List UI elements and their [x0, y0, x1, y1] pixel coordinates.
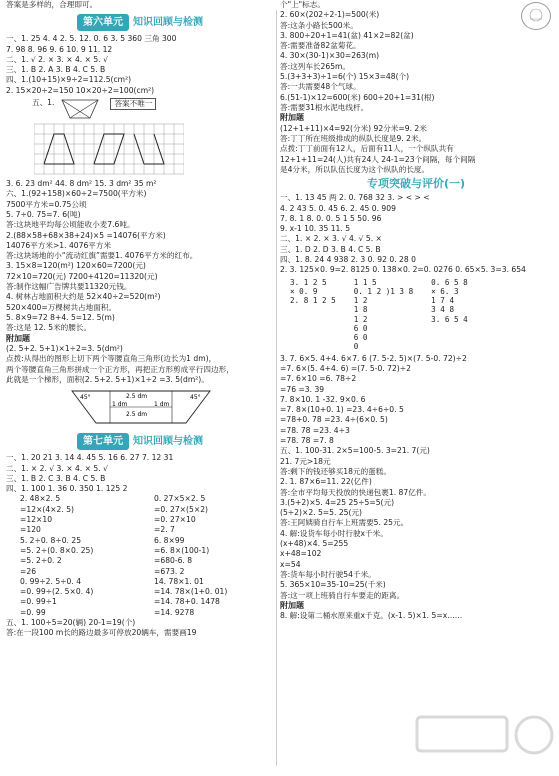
answer-line: 14076平方米>1. 4076平方米 [6, 240, 112, 250]
answer-line: 答:在一段100 m长的路边最多可停放20辆车，需要画19 [6, 628, 197, 638]
answer-line: 3. 6. 23 dm² 44. 8 dm² 15. 3 dm² 35 m² [6, 179, 157, 189]
answer-line: 三、1. B 2. A 3. B 4. C 5. B [6, 65, 106, 75]
calc-row [6, 546, 274, 556]
answer-line: (5÷2)×2. 5=5. 25(元) [280, 508, 363, 518]
answer-line: 520×400=万棵树共占地面积。 [6, 302, 117, 312]
vertical-calc-line: 1 2 [353, 296, 368, 306]
answer-line: 2. 3. 125×0. 9=2. 8125 0. 138×0. 2=0. 0276 0. 65×5. 3=3. 654 [280, 265, 526, 275]
answer-line: =78+0. 78 =23. 4÷(6×0. 5) [280, 415, 388, 425]
answer-line: 答:这一项上班骑自行车要走的距离。 [280, 590, 405, 600]
unit7-answers-c [6, 453, 274, 494]
answer-line: 7. 98 8. 96 9. 6 10. 9 11. 12 [6, 44, 113, 54]
left-column [6, 0, 274, 639]
answer-line: 点拨:从得出的图形上切下两个等腰直角三角形(边长为1 dm)， [6, 354, 217, 364]
attach-right-2: 8. 解:设第二桶水原来重x千克。(x-1. 5)×1. 5=x…… [280, 611, 463, 621]
right-answers-a [280, 0, 552, 113]
vertical-calc-line: 1 7 4 [431, 296, 455, 306]
answer-line: =76 =3. 39 [280, 384, 325, 394]
calc-row [6, 556, 274, 566]
answer-line: x+48=102 [280, 549, 322, 559]
calc-row [6, 536, 274, 546]
answer-line: 9. x-1 10. 35 11. 5 [280, 224, 351, 234]
unit7-tag: 第七单元 [77, 433, 129, 450]
answer-line: =78. 78 =23. 4÷3 [280, 425, 350, 435]
answer-line: 此就是一个梯形，面积(2. 5+2. 5+1)×1÷2 =3. 5(dm²)。 [6, 374, 209, 384]
answer-line: 一、1. 20 21 3. 14 4. 45 5. 16 6. 27 7. 12 31 [6, 453, 174, 463]
attach-title-left: 附加题 [6, 333, 30, 343]
calc-cell: =14. 9278 [154, 607, 195, 617]
answer-line: (2. 5+2. 5+1)×1÷2=3. 5(dm²) [6, 344, 123, 354]
vertical-calc [431, 278, 468, 352]
calc-cell: 14. 78×1. 01 [154, 576, 204, 586]
answer-line: 21. 7元>18元 [280, 456, 331, 466]
unit7-heading [6, 431, 274, 451]
answer-line: 答:王阿姨骑自行车上班需要5. 25元。 [280, 518, 409, 528]
answer-line: (12+1+11)×4=92(分米) 92分米=9. 2米 [280, 123, 427, 133]
vertical-calc-line: × 0. 9 [290, 286, 318, 296]
calc-cell: =0. 99÷(2. 5×0. 4) [20, 587, 94, 597]
calc-row [6, 577, 274, 587]
unit7-answers-d [6, 618, 274, 639]
vertical-calc-line: 2. 8 1 2 5 [290, 296, 336, 306]
watermark-logo [409, 705, 559, 776]
unit6-title: 知识回顾与检测 [133, 16, 203, 28]
answer-line: 2. 60×(202÷2-1)=500(米) [280, 10, 380, 20]
answer-line: 两个等腰直角三角形拼成一个正方形，再把正方形剪成平行四边形， [6, 364, 234, 374]
vertical-calc-line: 3 4 8 [431, 305, 455, 315]
calc-cell: 5. 2÷0. 8÷0. 25 [20, 535, 82, 545]
calc-cell: =2. 7 [154, 525, 175, 535]
calc-cell: =0. 27×(5×2) [154, 504, 208, 514]
calc-cell: =14. 78×(1+0. 01) [154, 587, 228, 597]
answer-line: 2.(88×58+68×38+24)×5 =14076(平方米) [6, 230, 166, 240]
trapezoid-figure [66, 385, 274, 429]
trap-right-h: 1 dm [154, 401, 170, 409]
answer-line: 3. 800÷20+1=41(盆) 41×2=82(盆) [280, 30, 414, 40]
answer-line: 二、1. √ 2. × 3. × 4. × 5. √ [6, 54, 108, 64]
intro-line: 答案是多样的，合理即可。 [6, 0, 98, 9]
calc-row [6, 597, 274, 607]
vertical-calc-line: 0 [353, 342, 359, 352]
calc-cell: =0. 27×10 [154, 515, 196, 525]
answer-line: 六、1.(92+158)×60÷2=7500(平方米) [6, 189, 147, 199]
answer-line: 5.(3+3+3)÷1=6(个) 15×3=48(个) [280, 72, 410, 82]
unit6-answers-b [6, 179, 274, 333]
grid-figure [34, 122, 274, 179]
trap-left-h: 1 dm [112, 401, 128, 409]
answer-line: 7500平方米=0.75公顷 [6, 199, 87, 209]
unit6-heading [6, 12, 274, 32]
calc-row [6, 567, 274, 577]
vertical-calc-line: 1 2 [353, 314, 368, 324]
answer-line: 答:制作这幅广告牌共要11320元钱。 [6, 282, 132, 292]
calc-cell: =12×10 [20, 515, 53, 525]
answer-line: 答:这是 12. 5米的腰长。 [6, 323, 92, 333]
column-divider [276, 10, 277, 766]
calc-cell: =14. 78+0. 1478 [154, 597, 220, 607]
right-answers-c [280, 354, 552, 601]
answer-line: 7. 8×10. 1 -32. 9×0. 6 [280, 394, 366, 404]
vertical-calc-line: 3. 6 5 4 [431, 314, 468, 324]
answer-line: 个"上"标志。 [280, 0, 325, 9]
answer-line: 7. 8. 1 8. 0. 0. 5 1 5 50. 96 [280, 213, 382, 223]
calc-cell: =0. 99÷1 [20, 597, 57, 607]
answer-line: 6.(51-1)×12=600(米) 600÷20+1=31(根) [280, 92, 435, 102]
answer-line: 4. 树林占地面积大约是 52×40÷2=520(m²) [6, 292, 161, 302]
answer-line: 12+1+11=24(人)共有24人 24-1=23个间隔，每个间隔 [280, 154, 476, 164]
calc-row [6, 515, 274, 525]
right-column [280, 0, 552, 622]
answer-line: 二、1. × 2. × 3. √ 4. √ 5. × [280, 234, 382, 244]
answer-line: 3. 15×8=120(m²) 120×60=7200(元) [6, 261, 146, 271]
calc-row [6, 587, 274, 597]
unit6-answers-a [6, 34, 274, 96]
answer-line: 三、1. B 2. C 3. B 4. C 5. B [6, 473, 106, 483]
attach-left [6, 344, 274, 385]
figure-section-five [32, 98, 274, 120]
answer-line: 一、1. 25 4. 4 2. 5. 12. 0. 6 3. 5 360 三角 300 [6, 34, 177, 44]
answer-line: 答:这列车长265m。 [280, 61, 351, 71]
calc-cell: =0. 99 [20, 607, 46, 617]
answer-line: 答:需要准备82盆菊花。 [280, 41, 361, 51]
five-label: 五、1. [32, 98, 55, 108]
vertical-calc-line: 0. 6 5 8 [431, 277, 468, 287]
vertical-calc [290, 278, 336, 352]
answer-line: 三、1. D 2. D 3. B 4. C 5. B [280, 244, 381, 254]
answer-line: 5. 7÷0. 75=7. 6(吨) [6, 209, 81, 219]
vertical-calc-line: 1 1 5 [353, 277, 377, 287]
vertical-calc-line: × 6. 3 [431, 286, 459, 296]
vertical-calc-line: 6 0 [353, 333, 368, 343]
answer-line: 答:需要31根水泥电线杆。 [280, 102, 369, 112]
answer-line: 二、1. × 2. √ 3. × 4. × 5. √ [6, 463, 108, 473]
calc-cell: =12×(4×2. 5) [20, 504, 74, 514]
answer-line: 4. 30×(30-1)×30=263(m) [280, 51, 380, 61]
answer-line: 答:货车每小时行驶54千米。 [280, 569, 376, 579]
calc-cell: =5. 2÷(0. 8×0. 25) [20, 545, 94, 555]
answer-line: 答:这条小路长500米。 [280, 20, 358, 30]
vertical-calc [354, 278, 413, 352]
calc-row [6, 505, 274, 515]
answer-line: 答:全市平均每天投放的快递包裹1. 87亿件。 [280, 487, 431, 497]
vertical-calc-line: 0. 1 2 )1 3 8 [353, 286, 414, 296]
vertical-calcs [290, 278, 552, 352]
vertical-calc-line: 3. 1 2 5 [290, 277, 327, 287]
vertical-calc-line: 6 0 [353, 323, 368, 333]
answer-line: (x+48)×4. 5=255 [280, 539, 349, 549]
answer-line: 2. 15×20÷2=150 10×20÷2=100(cm²) [6, 85, 155, 95]
trap-top: 2.5 dm [126, 393, 148, 401]
answer-line: =7. 8×(10+0. 1) =23. 4÷6÷0. 5 [280, 405, 404, 415]
attach-title-right-2: 附加题 [280, 600, 304, 610]
answer-line: 2. 1. 87×6=11. 22(亿件) [280, 477, 372, 487]
answer-line: 四、1.(10+15)×9÷2=112.5(cm²) [6, 75, 132, 85]
unit7-title: 知识回顾与检测 [133, 435, 203, 447]
calc-row [6, 608, 274, 618]
answer-line: x=54 [280, 559, 301, 569]
answer-line: 四、1. 100 1. 36 0. 350 1. 125 2 [6, 484, 128, 494]
answer-line: 5. 365×10=35-10=25(千米) [280, 580, 386, 590]
calc-pairs [6, 494, 274, 618]
trap-mid: 2.5 dm [126, 411, 148, 419]
calc-cell: =120 [20, 525, 41, 535]
answer-line: 点拨:丁丁前面有12人，后面有11人，一个纵队共有 [280, 144, 454, 154]
answer-note-box: 答案不唯一 [110, 98, 156, 110]
calc-cell: 2. 48×2. 5 [20, 494, 61, 504]
calc-cell: =680-6. 8 [154, 556, 193, 566]
unit6-tag: 第六单元 [77, 14, 129, 31]
answer-line: 是4分米，所以队伍长度为这个纵队的长度。 [280, 165, 430, 174]
answer-line: 答:这块场地的小“流动红旗”需要1. 4076平方米的红布。 [6, 251, 198, 261]
answer-line: 答:一共需要48个气球。 [280, 82, 361, 92]
calc-cell: =673. 2 [154, 566, 185, 576]
answer-line: 3.(5+2)×5. 4=25 25÷5=5(元) [280, 497, 395, 507]
calc-cell: 0. 27×5×2. 5 [154, 494, 206, 504]
trap-angle-2: 45° [190, 394, 201, 402]
right-answers-b [280, 193, 552, 275]
calc-cell: =5. 2÷0. 2 [20, 556, 62, 566]
answer-line: 一、1. 13 45 两 2. 0. 768 32 3. > < > < [280, 193, 430, 203]
calc-cell: =26 [20, 566, 37, 576]
answer-line: =78. 78 =7. 8 [280, 436, 334, 446]
answer-line: 4. 2 43 5. 0. 45 6. 2. 45 0. 909 [280, 203, 396, 213]
calc-cell: 6. 8×99 [154, 535, 185, 545]
answer-line: =7. 6×10 =6. 78÷2 [280, 374, 357, 384]
answer-line: =7. 6×(5. 4+4. 6) =(7. 5-0. 72)÷2 [280, 363, 411, 373]
answer-line: 答:剩下的钱还够买18元的蛋糕。 [280, 466, 391, 476]
vertical-calc-line: 1 8 [353, 305, 368, 315]
answer-line: 四、1. 8. 24 4 938 2. 3 0. 92 0. 28 0 [280, 255, 416, 265]
answer-line: 3. 7. 6×5. 4+4. 6×7. 6 (7. 5-2. 5)×(7. 5-0. 72)÷2 [280, 353, 467, 363]
calc-cell: 0. 99÷2. 5÷0. 4 [20, 576, 82, 586]
answer-line: 答:丁丁所在班级排成的纵队长度是9. 2米。 [280, 134, 427, 144]
calc-row [6, 525, 274, 535]
answer-line: 72×10=720(元) 7200+4120=11320(元) [6, 271, 158, 281]
answer-line: 答:这块地平均每公顷能收小麦7.6吨。 [6, 220, 135, 230]
attach-title-right: 附加题 [280, 113, 304, 123]
triangles-icon [60, 98, 100, 120]
special-title: 专项突破与评价(一) [366, 177, 466, 191]
calc-row [6, 494, 274, 504]
answer-line: 4. 解:设货车每小时行驶x千米。 [280, 528, 388, 538]
trap-angle-1: 45° [80, 394, 91, 402]
answer-line: 五、1. 100÷5=20(辆) 20-1=19(个) [6, 618, 136, 628]
answer-line: 5. 8×9=72 8+4. 5=12. 5(m) [6, 312, 115, 322]
calc-cell: =6. 8×(100-1) [154, 545, 210, 555]
answer-line: 五、1. 100-31. 2×5=100-5. 3=21. 7(元) [280, 446, 430, 456]
attach-right [280, 124, 552, 175]
